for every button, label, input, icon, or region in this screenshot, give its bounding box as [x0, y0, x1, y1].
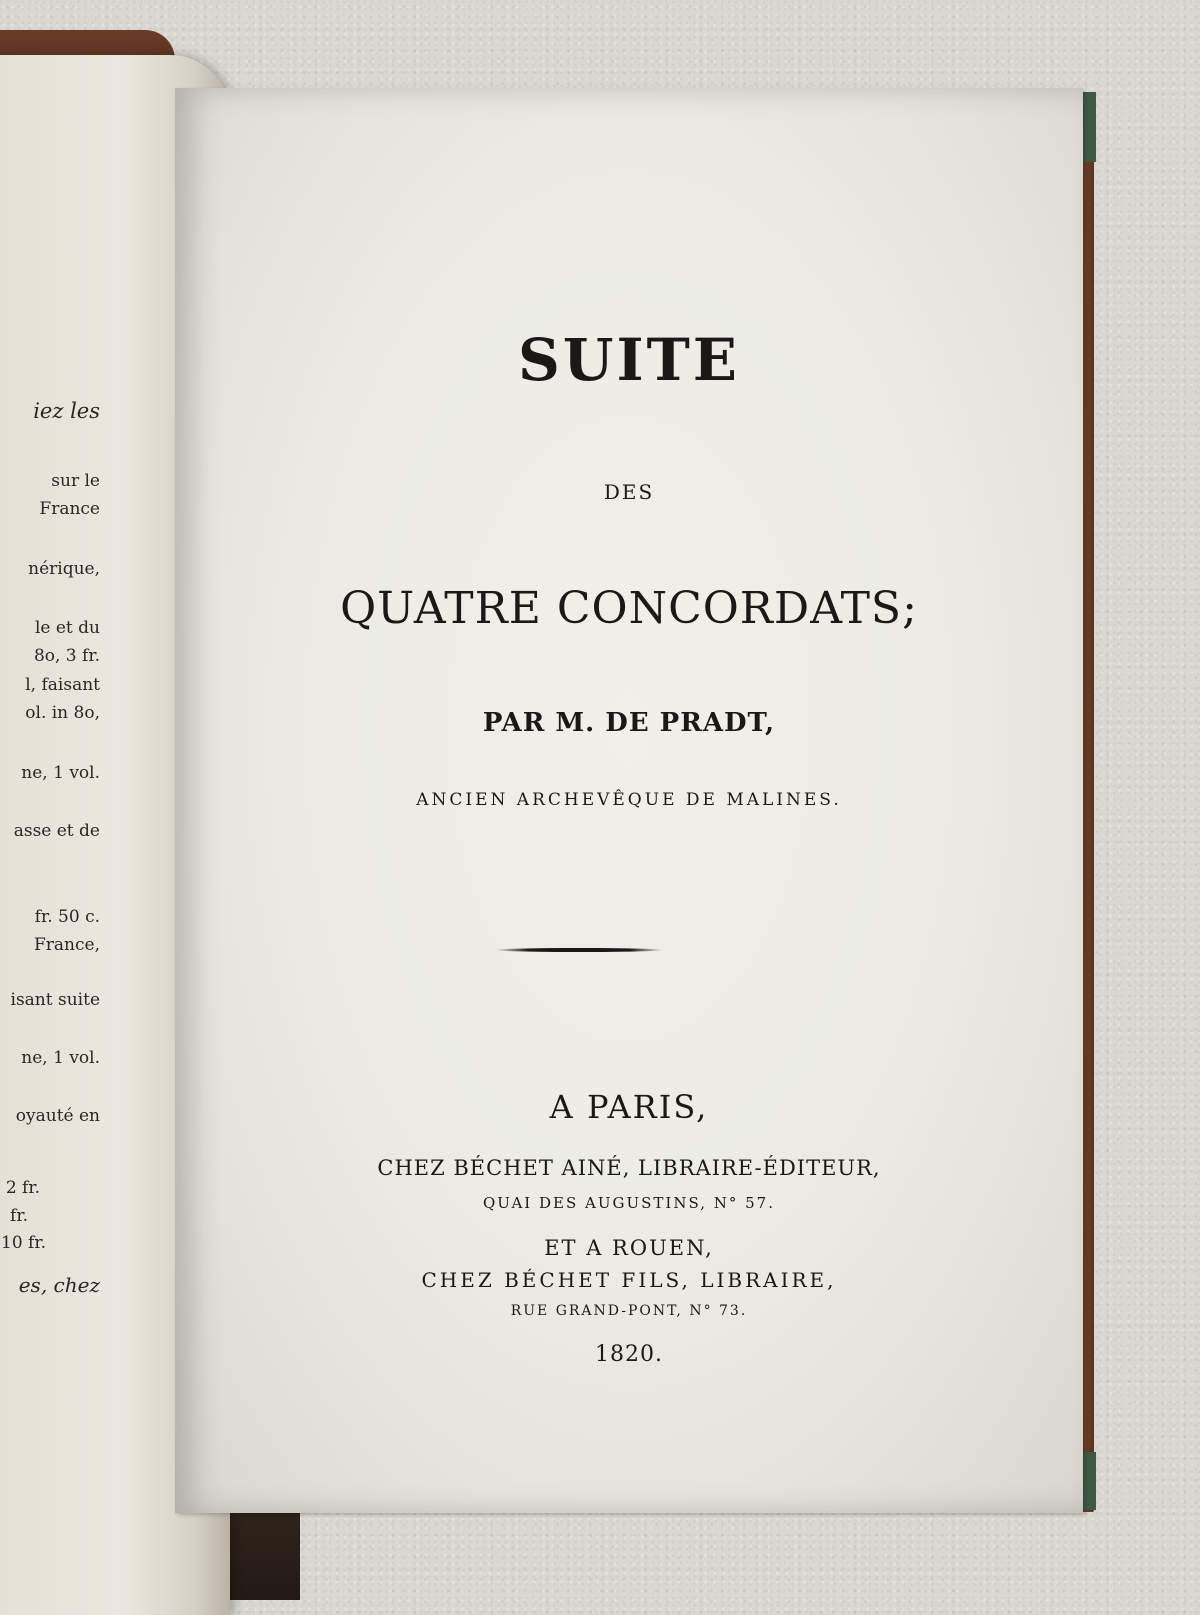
- left-page-line: sur le: [51, 471, 100, 491]
- imprint-address-second: RUE GRAND-PONT, N° 73.: [510, 1303, 748, 1319]
- left-page-line: France: [39, 499, 100, 519]
- left-page-line: oyauté en: [15, 1106, 100, 1126]
- book-subtitle: QUATRE CONCORDATS;: [340, 583, 918, 634]
- author-line: PAR M. DE PRADT,: [482, 708, 776, 738]
- left-page-line: asse et de: [13, 821, 100, 841]
- left-page-line: 2 fr.: [5, 1178, 40, 1198]
- imprint-city: A PARIS,: [549, 1088, 709, 1126]
- left-page-line: l, faisant: [25, 675, 100, 695]
- left-page-line: 8o, 3 fr.: [33, 646, 100, 666]
- book-title: SUITE: [518, 326, 740, 394]
- left-page-line: France,: [34, 935, 100, 955]
- left-page-line: isant suite: [10, 990, 100, 1010]
- left-page-line: le et du: [34, 618, 100, 638]
- left-page-line: ne, 1 vol.: [21, 1048, 100, 1068]
- imprint-address: QUAI DES AUGUSTINS, N° 57.: [483, 1194, 775, 1212]
- left-page-line: fr. 50 c.: [34, 907, 100, 927]
- left-page-line: 10 fr.: [1, 1233, 46, 1253]
- author-role: ANCIEN ARCHEVÊQUE DE MALINES.: [416, 790, 842, 810]
- title-connector: DES: [603, 480, 655, 504]
- ornamental-rule: [495, 948, 663, 952]
- left-page-line: nérique,: [28, 559, 100, 579]
- imprint-city-second: ET A ROUEN,: [544, 1236, 714, 1260]
- left-page-line: ne, 1 vol.: [21, 763, 100, 783]
- imprint-publisher-second: CHEZ BÉCHET FILS, LIBRAIRE,: [421, 1268, 837, 1292]
- imprint-publisher: CHEZ BÉCHET AINÉ, LIBRAIRE-ÉDITEUR,: [377, 1156, 881, 1180]
- left-page-line: es, chez: [18, 1273, 100, 1297]
- left-page-line: fr.: [10, 1206, 28, 1226]
- left-page-line: ol. in 8o,: [25, 703, 100, 723]
- left-page-line: iez les: [33, 399, 100, 423]
- publication-year: 1820.: [595, 1342, 663, 1367]
- title-page: [175, 88, 1083, 1513]
